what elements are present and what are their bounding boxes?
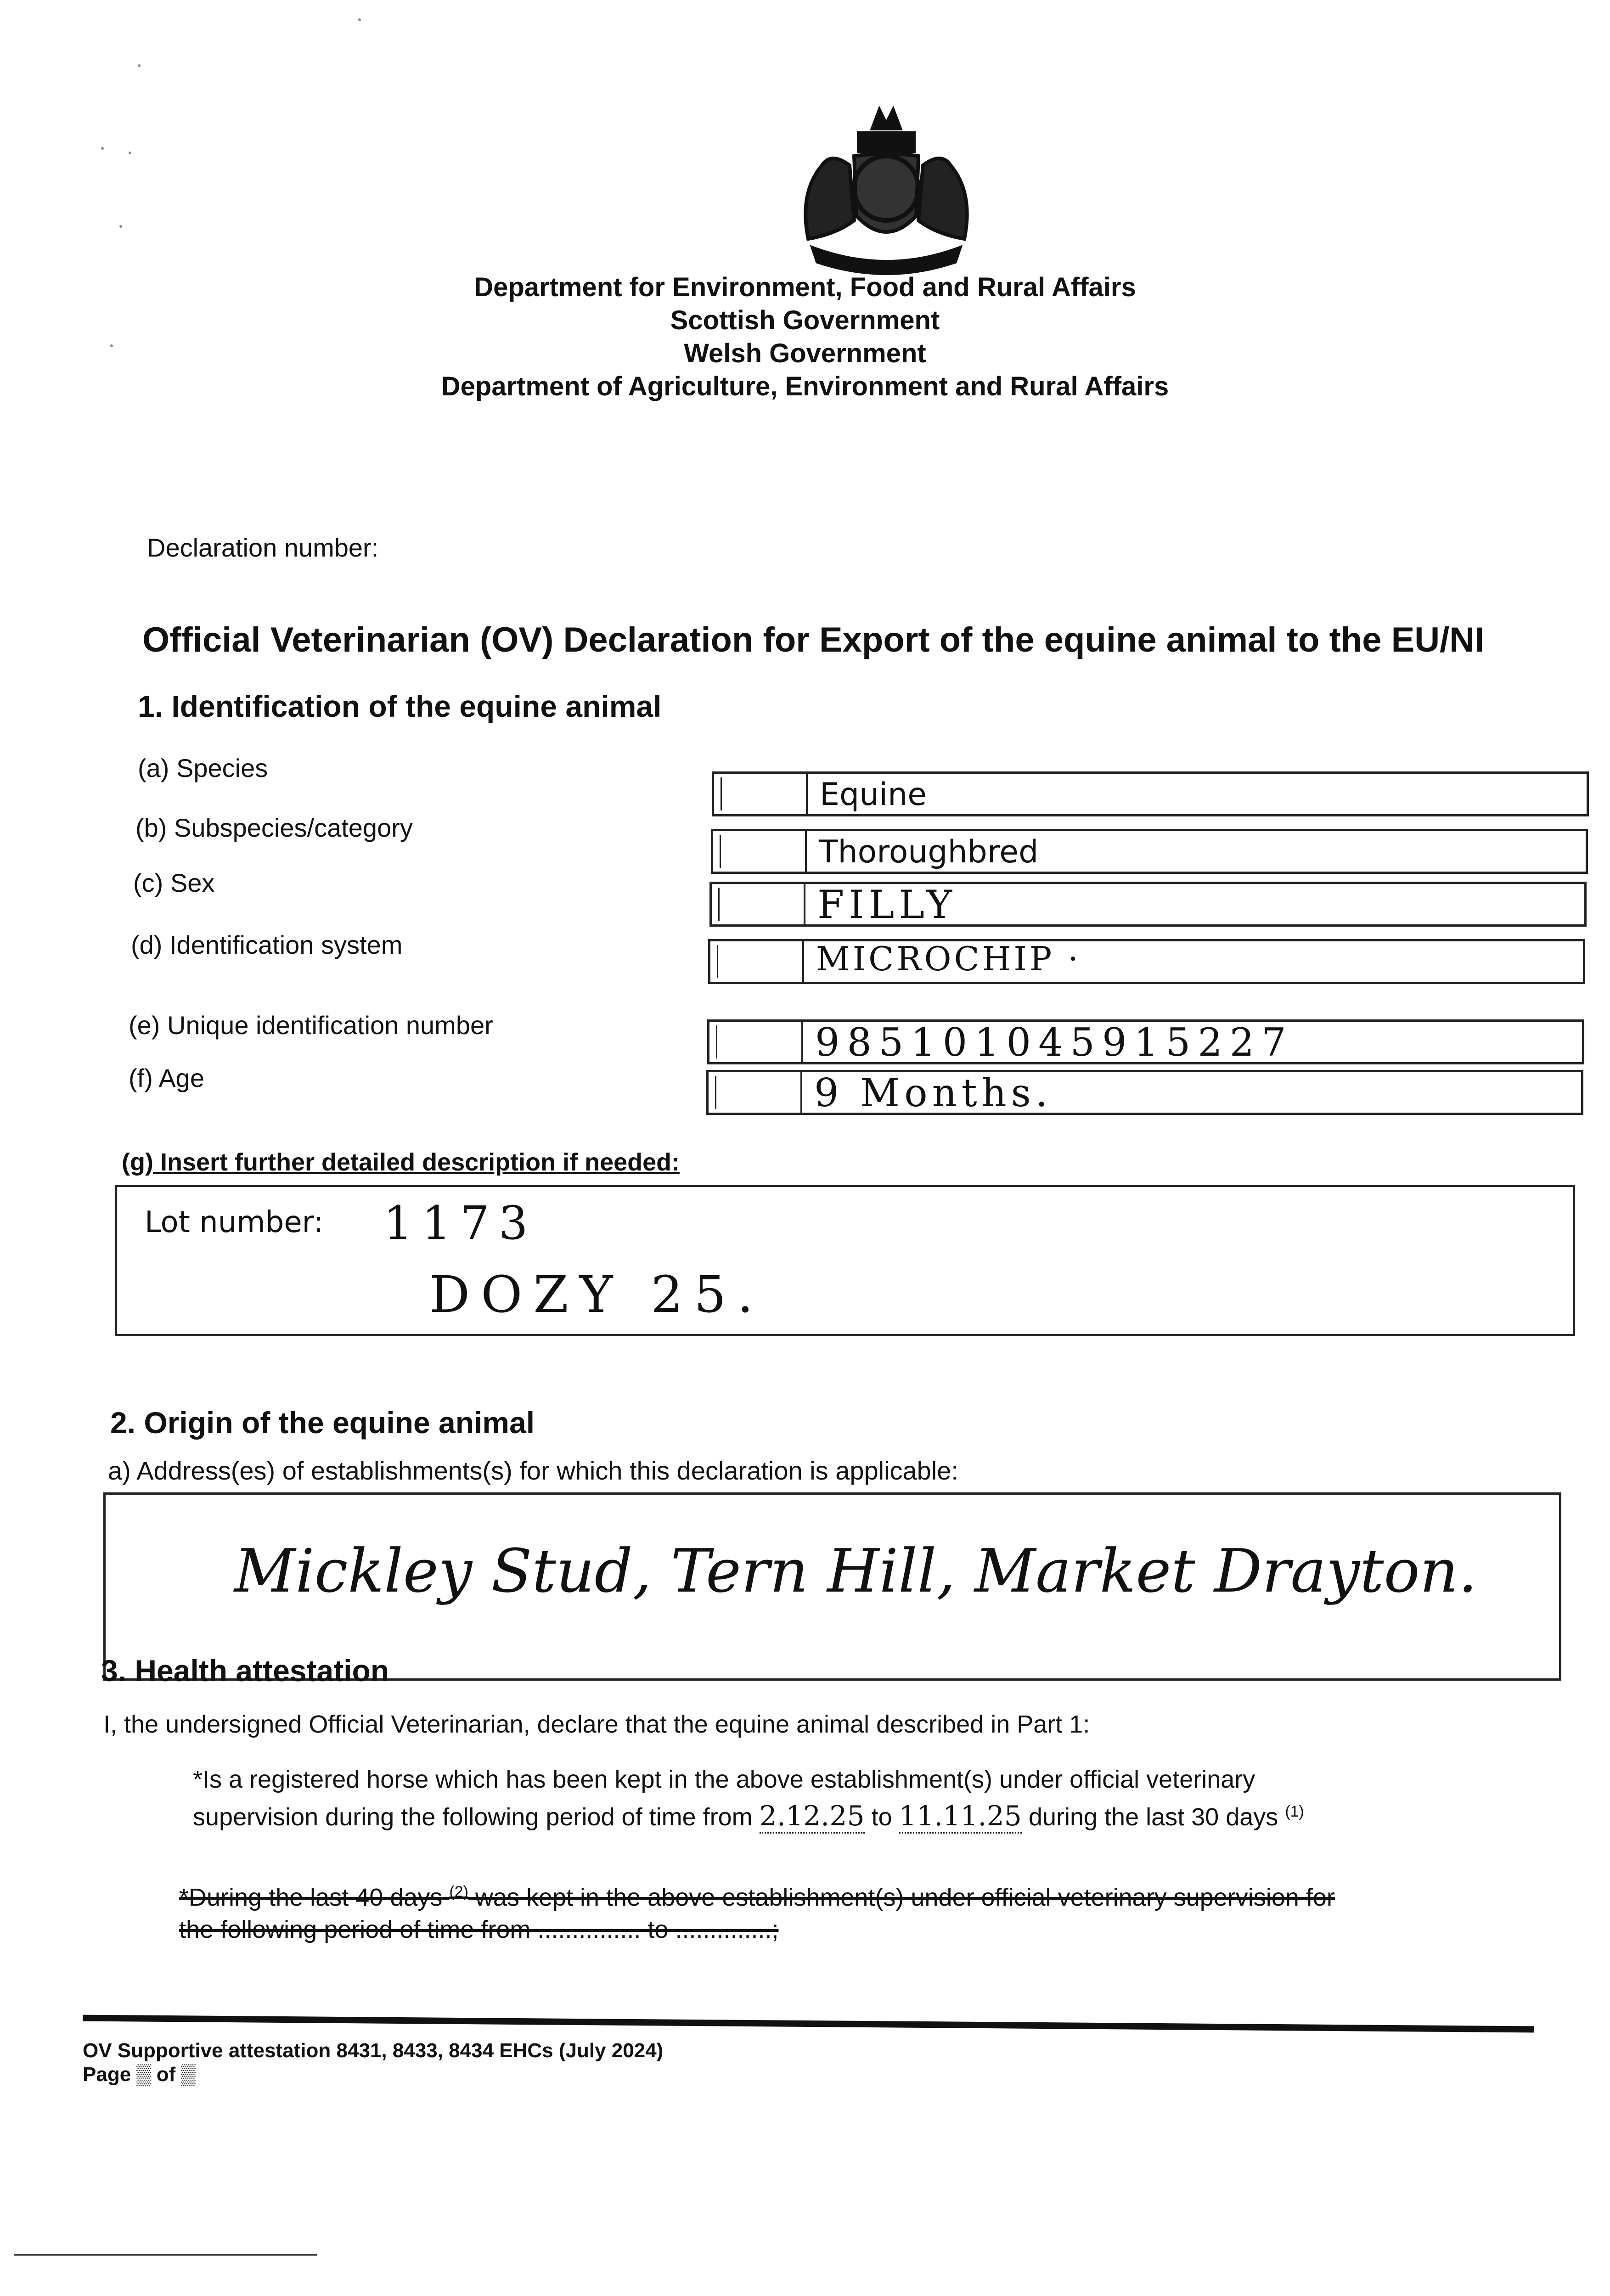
attestation-paragraph-2-struck — [179, 1876, 1335, 1946]
scan-speck — [119, 225, 122, 228]
from-date-value: 2.12.25 — [760, 1800, 865, 1834]
attestation-text: *During the last 40 days — [179, 1884, 443, 1911]
attestation-line — [179, 1876, 1335, 1913]
extra-description-value: DOZY 25. — [429, 1265, 765, 1324]
royal-coat-of-arms-emblem — [781, 101, 992, 285]
age-value: 9 Months. — [814, 1070, 1053, 1115]
page-title: Official Veterinarian (OV) Declaration for Export of the equine animal to the EU/NI — [142, 620, 1485, 659]
department-line: Department for Environment, Food and Rural Affairs — [474, 272, 1136, 302]
sex-value: FILLY — [817, 882, 957, 927]
department-line: Scottish Government — [670, 305, 940, 335]
scan-speck — [129, 152, 131, 154]
attestation-text: during the last 30 days — [1028, 1803, 1278, 1831]
department-line: Welsh Government — [684, 338, 926, 368]
sex-field[interactable] — [709, 882, 1587, 927]
attestation-line: *Is a registered horse which has been kept in the above establishment(s) under official veterinary — [193, 1766, 1255, 1793]
department-line: Department of Agriculture, Environment and Rural Affairs — [441, 371, 1169, 401]
lot-number-value: 1173 — [383, 1196, 537, 1250]
section-heading: 3. Health attestation — [101, 1654, 389, 1688]
scan-speck — [138, 64, 141, 67]
identification-system-field[interactable] — [708, 939, 1585, 984]
subspecies-value: Thoroughbred — [819, 834, 1039, 870]
footer-divider — [83, 2015, 1534, 2033]
further-description-box[interactable] — [115, 1185, 1575, 1336]
attestation-line: the following period of time from ............... to ..............; — [179, 1916, 779, 1943]
field-label-unique-id: (e) Unique identification number — [129, 1011, 493, 1040]
scan-speck — [101, 147, 104, 150]
page-number: Page ▒ of ▒ — [83, 2063, 196, 2086]
to-date-value: 11.11.25 — [899, 1800, 1022, 1834]
footer-attestation-ref: OV Supportive attestation 8431, 8433, 8434 EHCs (July 2024) — [83, 2039, 664, 2062]
species-field[interactable] — [712, 771, 1589, 816]
section-heading: 2. Origin of the equine animal — [110, 1406, 535, 1440]
footnote-marker: (1) — [1285, 1803, 1304, 1820]
subspecies-field[interactable] — [711, 829, 1588, 874]
declaration-number-label: Declaration number: — [147, 533, 379, 562]
species-value: Equine — [820, 777, 927, 813]
field-label-age: (f) Age — [129, 1064, 204, 1092]
footer — [83, 2039, 663, 2087]
section-heading: 1. Identification of the equine animal — [138, 689, 662, 723]
to-word: to — [871, 1803, 892, 1831]
further-description-label: (g) Insert further detailed description if needed: — [122, 1148, 680, 1176]
address-label: a) Address(es) of establishments(s) for which this declaration is applicable: — [108, 1456, 958, 1485]
address-value: Mickley Stud, Tern Hill, Market Drayton. — [234, 1536, 1477, 1606]
scan-speck — [358, 18, 361, 21]
health-intro: I, the undersigned Official Veterinarian, declare that the equine animal described in Part 1: — [103, 1711, 1090, 1738]
bottom-edge-rule — [14, 2254, 317, 2256]
address-box[interactable] — [103, 1492, 1561, 1681]
scan-speck — [110, 344, 113, 347]
unique-id-field[interactable] — [707, 1019, 1584, 1064]
footnote-marker: (2) — [449, 1883, 468, 1901]
identification-system-value: MICROCHIP · — [816, 940, 1081, 978]
attestation-text: supervision during the following period of time from — [193, 1803, 753, 1831]
unique-id-value: 985101045915227 — [815, 1020, 1294, 1065]
field-label-identification-system: (d) Identification system — [131, 930, 403, 959]
attestation-paragraph-1 — [193, 1763, 1304, 1833]
attestation-line-dates — [193, 1795, 1304, 1833]
field-label-subspecies: (b) Subspecies/category — [135, 813, 413, 842]
age-field[interactable] — [706, 1070, 1583, 1115]
field-label-sex: (c) Sex — [133, 868, 215, 897]
attestation-text: was kept in the above establishment(s) under official veterinary supervision for — [475, 1884, 1335, 1911]
department-header — [0, 271, 1610, 403]
lot-number-label: Lot number: — [145, 1205, 324, 1239]
field-label-species: (a) Species — [138, 754, 268, 782]
